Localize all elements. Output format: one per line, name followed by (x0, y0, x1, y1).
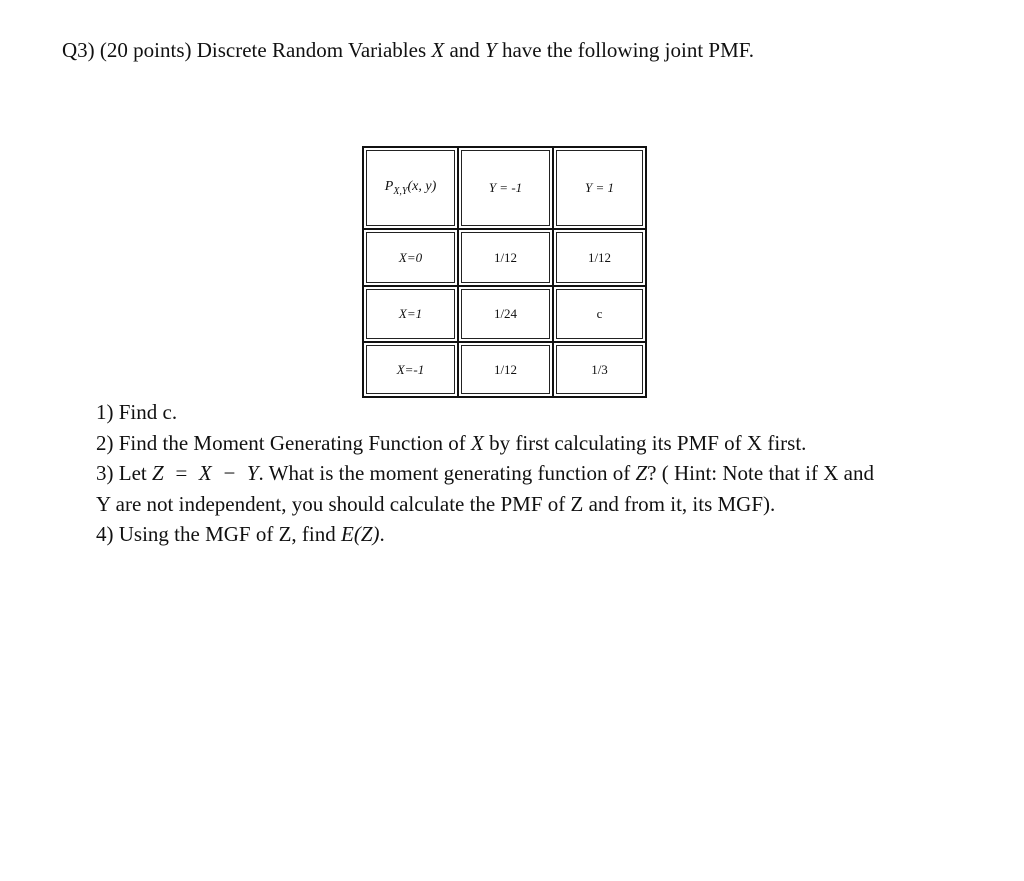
table-row (363, 342, 646, 397)
column-header: Y = -1 (458, 147, 553, 229)
and-text: and (444, 38, 486, 62)
table-corner-cell (363, 147, 458, 229)
corner-p: P (384, 179, 394, 195)
question-parts (96, 397, 976, 550)
part-2-var: X (471, 430, 484, 455)
table-cell: 1/3 (553, 342, 646, 397)
table-cell: 1/12 (458, 229, 553, 286)
part-4-text-end: . (379, 522, 385, 546)
corner-args: (x, y) (407, 179, 437, 195)
table-cell: 1/24 (458, 286, 553, 342)
part-3-text: 3) Let (96, 461, 152, 485)
part-2-text-end: by first calculating its PMF of X first. (483, 430, 807, 455)
row-label: X=1 (363, 286, 458, 342)
question-statement (62, 36, 754, 64)
var-x: X (431, 38, 445, 62)
part-3 (96, 458, 976, 489)
part-3-var: Z (635, 461, 648, 485)
corner-sub: X,Y (393, 185, 408, 197)
table-row (363, 229, 646, 286)
table-cell: c (553, 286, 646, 342)
joint-pmf-table (362, 146, 647, 398)
part-3-text-mid: . What is the moment generating function of (258, 461, 636, 485)
table-cell: 1/12 (458, 342, 553, 397)
part-4-expr: E(Z) (341, 522, 380, 546)
part-4-text: 4) Using the MGF of Z, find (96, 522, 341, 546)
part-3-expr: Z = X − Y (151, 461, 259, 485)
part-2 (96, 428, 976, 459)
table-header-row (363, 147, 646, 229)
table-row (363, 286, 646, 342)
part-3-continued: Y are not independent, you should calculate the PMF of Z and from it, its MGF). (96, 491, 776, 516)
row-label: X=-1 (363, 342, 458, 397)
part-3-text-end: ? ( Hint: Note that if X and (647, 461, 874, 485)
var-y: Y (485, 38, 497, 62)
question-suffix: have the following joint PMF. (496, 38, 755, 62)
part-2-text: 2) Find the Moment Generating Function of (96, 430, 472, 455)
table-cell: 1/12 (553, 229, 646, 286)
column-header: Y = 1 (553, 147, 646, 229)
row-label: X=0 (363, 229, 458, 286)
part-4 (96, 519, 976, 550)
question-prefix: Q3) (20 points) Discrete Random Variables (62, 38, 432, 62)
part-1: 1) Find c. (96, 400, 178, 424)
